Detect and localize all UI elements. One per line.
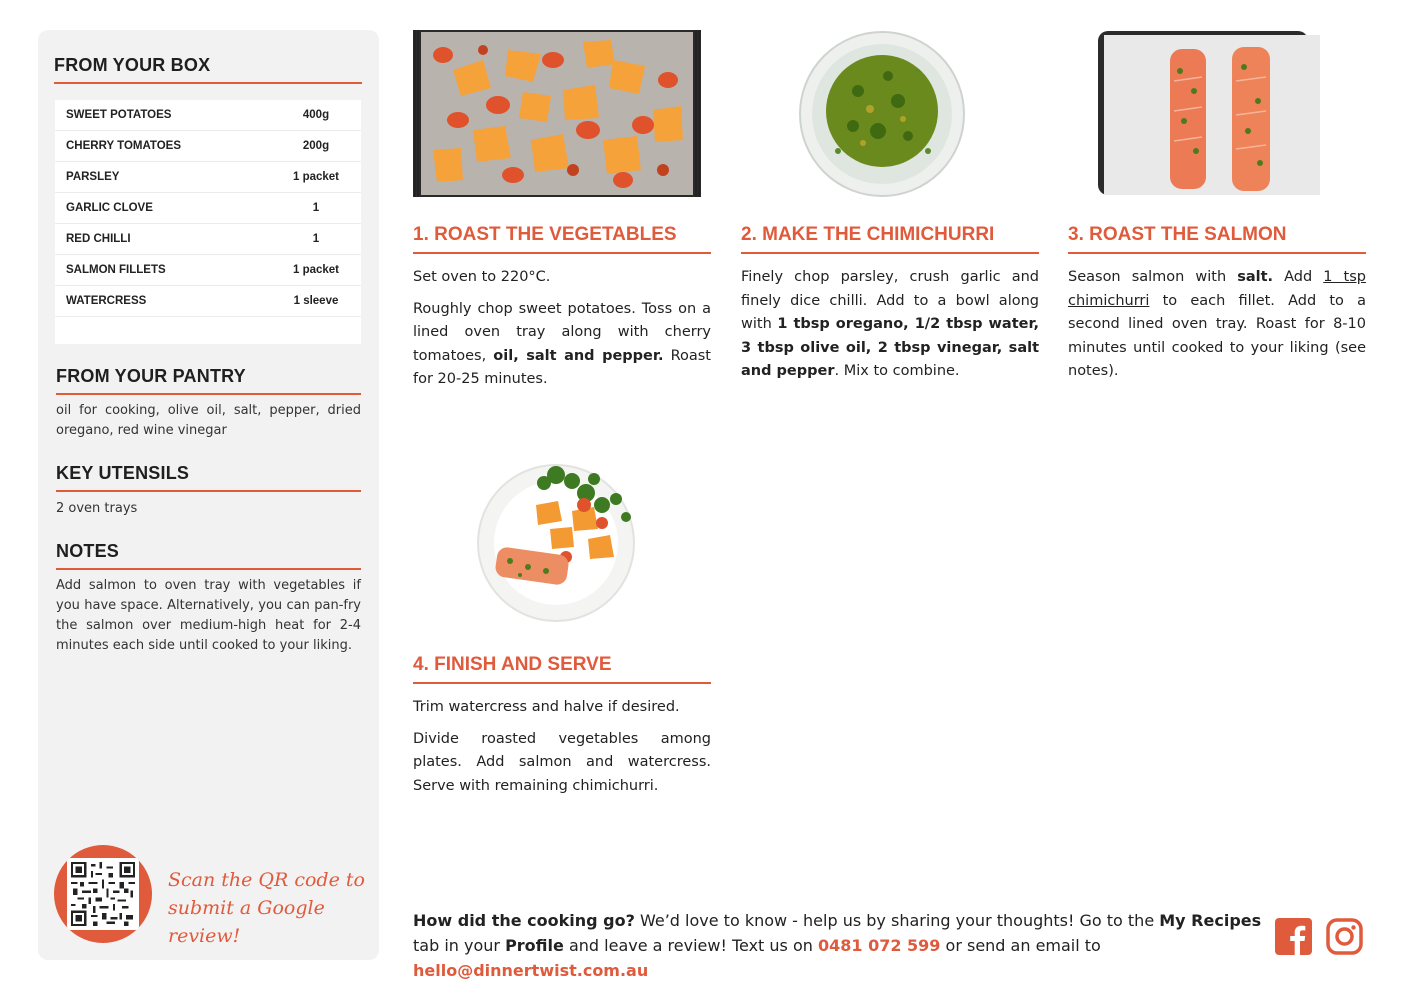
utensils-text: 2 oven trays xyxy=(56,501,138,516)
salmon-tray-image xyxy=(1098,31,1322,197)
ingredient-row xyxy=(55,193,361,224)
qr-review-text: Scan the QR code to submit a Google review! xyxy=(168,869,365,947)
email-link[interactable]: hello@dinnertwist.com.au xyxy=(413,961,649,980)
ingredient-name: SWEET POTATOES xyxy=(66,109,172,121)
facebook-icon[interactable] xyxy=(1275,918,1312,955)
step-4-text-2: Divide roasted vegetables among plates. Add salmon and watercress. Serve with remaining chimichurri. xyxy=(413,730,711,794)
ingredient-name: PARSLEY xyxy=(66,171,120,183)
step-1-title: 1. ROAST THE VEGETABLES xyxy=(413,224,711,254)
instagram-icon[interactable] xyxy=(1326,918,1363,955)
ingredient-name: WATERCRESS xyxy=(66,295,147,307)
qr-badge[interactable] xyxy=(54,845,152,943)
ingredient-row xyxy=(55,131,361,162)
ingredient-name: RED CHILLI xyxy=(66,233,131,245)
ingredient-qty: 1 packet xyxy=(292,264,340,276)
ingredient-qty: 1 xyxy=(312,202,320,214)
qr-code-icon xyxy=(67,858,139,930)
my-recipes-link[interactable]: My Recipes xyxy=(1159,911,1262,930)
step-3-title: 3. ROAST THE SALMON xyxy=(1068,224,1366,254)
ingredient-name: CHERRY TOMATOES xyxy=(66,140,182,152)
notes-text: Add salmon to oven tray with vegetables if you have space. Alternatively, you can pan-fry the salmon over medium-high heat for 2-4 minutes each side until cooked to your liking. xyxy=(56,578,361,653)
step-4-body xyxy=(413,696,711,806)
from-your-box-title: FROM YOUR BOX xyxy=(54,55,362,84)
from-your-pantry-title: FROM YOUR PANTRY xyxy=(56,366,361,395)
ingredients-table xyxy=(55,100,361,344)
step-4-text-1: Trim watercress and halve if desired. xyxy=(413,699,680,715)
ingredient-row xyxy=(55,286,361,317)
ingredient-name: GARLIC CLOVE xyxy=(66,202,153,214)
footer-question: How did the cooking go? xyxy=(413,911,635,930)
ingredient-qty: 400g xyxy=(302,109,330,121)
step-3-body xyxy=(1068,266,1366,392)
ingredient-qty: 1 sleeve xyxy=(293,295,339,307)
step-4-title: 4. FINISH AND SERVE xyxy=(413,654,711,684)
profile-link[interactable]: Profile xyxy=(505,936,564,955)
ingredient-row xyxy=(55,100,361,131)
ingredient-qty: 200g xyxy=(302,140,330,152)
ingredient-row xyxy=(55,224,361,255)
review-footer: How did the cooking go? We’d love to know - help us by sharing your thoughts! Go to the My Recipes tab in your Profile and leave a review! Text us on 0481 072 599 or send an email to hello@dinnertwist.com.au xyxy=(413,911,1262,980)
phone-link[interactable]: 0481 072 599 xyxy=(817,936,941,955)
sidebar xyxy=(38,30,379,960)
step-3-text: Season salmon with salt. Add 1 tsp chimichurri to each fillet. Add to a second lined oven tray. Roast for 8-10 minutes until cooked to your liking (see notes). xyxy=(1068,269,1366,379)
notes-title: NOTES xyxy=(56,541,361,570)
ingredient-row xyxy=(55,162,361,193)
step-2-text: Finely chop parsley, crush garlic and finely dice chilli. Add to a bowl along with 1 tbsp oregano, 1/2 tbsp water, 3 tbsp olive oil, 2 tbsp vinegar, salt and pepper. Mix to combine. xyxy=(741,269,1039,379)
step-2-title: 2. MAKE THE CHIMICHURRI xyxy=(741,224,1039,254)
ingredient-name: SALMON FILLETS xyxy=(66,264,166,276)
ingredient-qty: 1 xyxy=(312,233,320,245)
step-1-body xyxy=(413,266,711,400)
ingredient-qty: 1 packet xyxy=(292,171,340,183)
step-2-body xyxy=(741,266,1039,392)
pantry-text: oil for cooking, olive oil, salt, pepper, dried oregano, red wine vinegar xyxy=(56,403,361,438)
step-1-text-2: Roughly chop sweet potatoes. Toss on a lined oven tray along with cherry tomatoes, oil, salt and pepper. Roast for 20-25 minutes. xyxy=(413,300,711,387)
roasted-vegetables-image xyxy=(413,30,701,197)
chimichurri-bowl-image xyxy=(798,31,966,197)
step-1-text-1: Set oven to 220°C. xyxy=(413,269,551,285)
key-utensils-title: KEY UTENSILS xyxy=(56,463,361,492)
final-plate-image xyxy=(476,459,638,623)
ingredient-row xyxy=(55,255,361,286)
